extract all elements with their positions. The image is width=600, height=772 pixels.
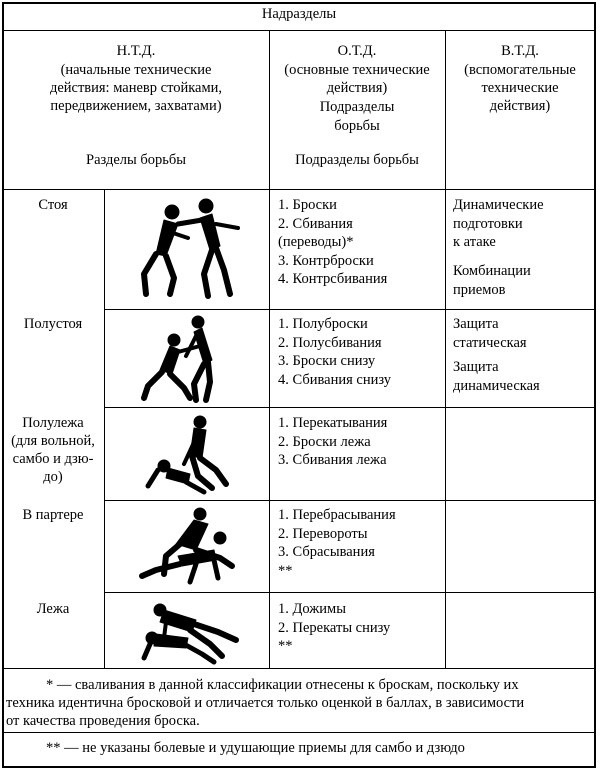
footnote-one-line: * — сваливания в данной классификации отнесены к броскам, поскольку их <box>46 677 519 693</box>
ntd-desc-line: действия: маневр стойками, <box>49 80 223 96</box>
two-wrestlers-standing-figure <box>120 194 260 302</box>
divider <box>104 407 596 408</box>
list-item: приемов <box>453 281 506 298</box>
footnote-two: ** — не указаны болевые и удушающие приемы для самбо и дзюдо <box>46 740 465 756</box>
divider <box>445 30 446 668</box>
list-item: Комбинации <box>453 263 531 279</box>
divider <box>104 500 596 501</box>
otd-desc-line: действия) <box>326 80 388 96</box>
list-item: 1. Дожимы <box>278 601 346 617</box>
list-item: статическая <box>453 334 527 351</box>
list-item: ** <box>278 638 293 654</box>
vtd-desc-line: (вспомогательные <box>464 62 576 78</box>
divider <box>2 732 596 733</box>
otd-sub1-line: Подразделы <box>319 99 395 115</box>
vtd-desc-line: действия) <box>489 98 551 114</box>
divider <box>2 30 596 31</box>
list-item: к атаке <box>453 234 496 250</box>
list-item: Защита <box>453 359 499 375</box>
technique-list <box>278 414 387 470</box>
list-item: 3. Броски снизу <box>278 353 376 369</box>
list-item: Защита <box>453 316 499 332</box>
list-item: 2. Броски лежа <box>278 433 371 450</box>
otd-sub1-line: борьбы <box>334 118 380 134</box>
list-item: 4. Сбивания снизу <box>278 371 392 388</box>
otd-desc-line: (основные технические <box>284 62 430 78</box>
divider <box>104 189 105 668</box>
divider <box>104 309 596 310</box>
list-item: 2. Сбивания <box>278 215 353 232</box>
divider <box>2 189 596 190</box>
list-item: 4. Контрсбивания <box>278 271 388 287</box>
otd-title: О.Т.Д. <box>337 43 377 59</box>
ntd-title: Н.Т.Д. <box>116 43 156 59</box>
divider <box>104 592 596 593</box>
two-wrestlers-lying-figure <box>130 598 248 666</box>
two-wrestlers-half-standing-figure <box>134 312 250 404</box>
list-item: 3. Сбрасывания <box>278 544 375 560</box>
ntd-desc-line: (начальные технические <box>60 62 212 78</box>
ntd-sub: Разделы борьбы <box>86 152 186 168</box>
list-item: 1. Перебрасывания <box>278 507 396 523</box>
divider <box>269 30 270 668</box>
list-item: 2. Перевороты <box>278 525 368 542</box>
list-item: 1. Перекатывания <box>278 415 388 431</box>
divider <box>2 668 596 669</box>
technique-list <box>278 506 396 580</box>
list-item: (переводы)* <box>278 234 354 250</box>
list-item: ** <box>278 562 293 579</box>
list-item: 3. Сбивания лежа <box>278 452 387 468</box>
technique-list <box>278 196 387 289</box>
list-item: динамическая <box>453 377 540 394</box>
two-wrestlers-par-terre-figure <box>136 504 248 588</box>
section-label: до) <box>43 469 63 485</box>
aux-list <box>453 315 527 352</box>
section-label: Лежа <box>36 601 70 617</box>
header-title: Надразделы <box>261 6 337 22</box>
two-wrestlers-half-lying-figure <box>140 412 244 496</box>
footnote-one-line: техника идентична бросковой и отличается только оценкой в баллах, в зависимости <box>6 695 525 711</box>
section-label: Полулежа <box>22 415 84 431</box>
list-item: Динамические <box>453 197 544 213</box>
section-label: самбо и дзю- <box>12 451 94 467</box>
list-item: 1. Полуброски <box>278 316 368 332</box>
list-item: 1. Броски <box>278 197 337 213</box>
section-label: В партере <box>22 507 84 523</box>
aux-list <box>453 196 544 252</box>
list-item: 2. Перекаты снизу <box>278 619 391 636</box>
section-label: (для вольной, <box>11 433 95 449</box>
list-item: 2. Полусбивания <box>278 334 382 351</box>
ntd-desc-line: передвижением, захватами) <box>50 98 222 114</box>
footnote-one-line: от качества проведения броска. <box>6 713 200 729</box>
vtd-desc-line: технические <box>481 80 559 96</box>
technique-list <box>278 315 391 389</box>
list-item: 3. Контрброски <box>278 252 374 269</box>
aux-list <box>453 358 540 395</box>
technique-list <box>278 600 390 656</box>
section-label: Полустоя <box>23 316 83 332</box>
otd-sub2: Подразделы борьбы <box>295 152 419 168</box>
aux-list <box>453 262 531 299</box>
vtd-title: В.Т.Д. <box>501 43 539 59</box>
list-item: подготовки <box>453 215 523 232</box>
section-label: Стоя <box>38 197 68 213</box>
